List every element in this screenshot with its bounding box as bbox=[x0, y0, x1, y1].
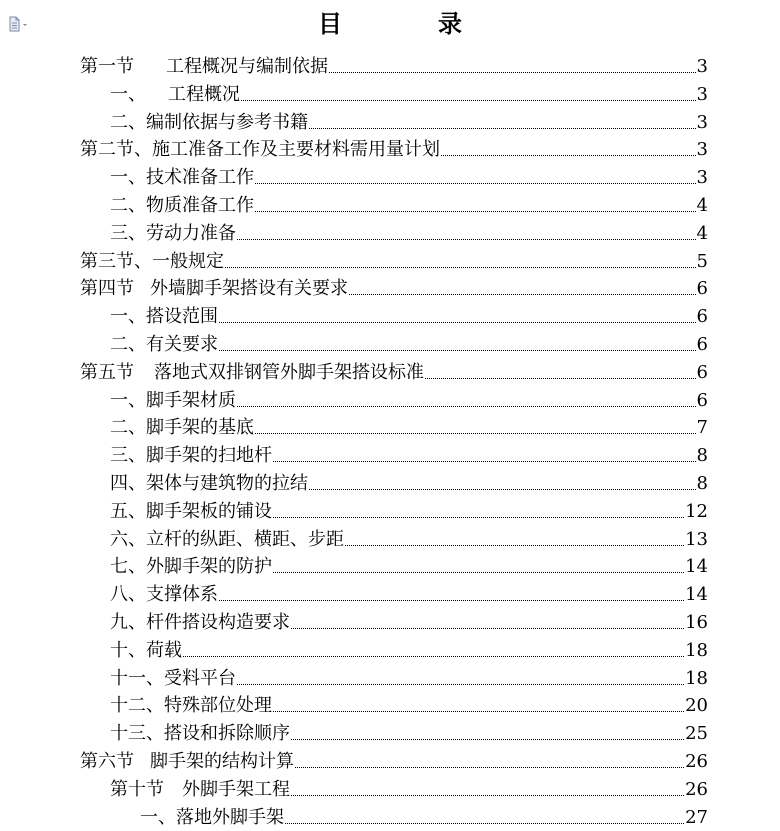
toc-entry-label bbox=[110, 388, 236, 414]
toc-entry-label-part: 十二、特殊部位处理 bbox=[110, 695, 272, 717]
toc-entry-label-part: 第一节 bbox=[80, 56, 134, 77]
toc-entry-label bbox=[80, 360, 424, 386]
toc-leader-dots bbox=[291, 739, 684, 740]
toc-entry-label bbox=[110, 193, 254, 219]
toc-leader-dots bbox=[291, 795, 684, 796]
toc-entry-label-part: 第二节、施工准备工作及主要材料需用量计划 bbox=[80, 139, 440, 161]
toc-leader-dots bbox=[219, 600, 684, 601]
toc-page-number: 25 bbox=[685, 723, 708, 745]
toc-leader-dots bbox=[425, 378, 696, 379]
toc-entry-label-part: 二、编制依据与参考书籍 bbox=[110, 111, 308, 133]
toc-entry-label bbox=[80, 54, 328, 80]
toc-leader-dots bbox=[285, 823, 684, 824]
toc-entry-label bbox=[110, 638, 182, 664]
toc-entry-label bbox=[110, 554, 272, 580]
toc-leader-dots bbox=[329, 72, 696, 73]
toc-entry-label-part: 八、支撑体系 bbox=[110, 584, 218, 606]
toc-entry[interactable] bbox=[110, 608, 708, 636]
toc-entry[interactable] bbox=[80, 52, 708, 80]
toc-entry-label-part: 一、脚手架材质 bbox=[110, 389, 236, 411]
toc-entry-label bbox=[110, 110, 308, 136]
toc-entry-label-part: 第四节 bbox=[80, 278, 134, 300]
toc-entry-label-part: 第十节 bbox=[110, 778, 164, 800]
toc-leader-dots bbox=[255, 433, 696, 434]
toc-entry[interactable] bbox=[110, 691, 708, 719]
toc-entry[interactable] bbox=[110, 775, 708, 803]
toc-entry[interactable] bbox=[140, 803, 708, 831]
toc-entry-label-part: 十三、搭设和拆除顺序 bbox=[110, 723, 290, 745]
toc-entry-label bbox=[110, 221, 236, 247]
toc-leader-dots bbox=[237, 684, 684, 685]
toc-entry[interactable] bbox=[110, 302, 708, 330]
toc-page-number: 3 bbox=[696, 167, 708, 189]
toc-entry-label-part: 一、 bbox=[110, 83, 146, 105]
toc-leader-dots bbox=[309, 489, 696, 490]
toc-entry[interactable] bbox=[110, 413, 708, 441]
toc-entry[interactable] bbox=[110, 80, 708, 108]
toc-entry[interactable] bbox=[110, 163, 708, 191]
toc-leader-dots bbox=[345, 545, 684, 546]
toc-page-number: 26 bbox=[685, 751, 708, 772]
toc-entry-label-part: 工程概况 bbox=[168, 83, 240, 105]
toc-leader-dots bbox=[219, 350, 696, 351]
toc-page-number: 26 bbox=[685, 778, 708, 800]
toc-entry-label bbox=[110, 666, 236, 692]
toc-entry[interactable] bbox=[80, 274, 708, 302]
toc-entry-label-part: 二、有关要求 bbox=[110, 334, 218, 355]
toc-entry-label-part: 二、脚手架的基底 bbox=[110, 417, 254, 439]
toc-entry-label-part: 外脚手架工程 bbox=[182, 778, 290, 800]
toc-entry-label bbox=[110, 610, 290, 636]
toc-entry[interactable] bbox=[110, 664, 708, 692]
toc-entry[interactable] bbox=[110, 441, 708, 469]
toc-entry-label bbox=[110, 165, 254, 191]
toc-entry-label-part: 七、外脚手架的防护 bbox=[110, 556, 272, 578]
toc-leader-dots bbox=[183, 656, 684, 657]
toc-entry-label-part: 三、脚手架的扫地杆 bbox=[110, 445, 272, 467]
toc-entry[interactable] bbox=[80, 247, 708, 275]
toc-entry-label bbox=[110, 415, 254, 441]
toc-entry-label-part: 一、落地外脚手架 bbox=[140, 806, 284, 828]
toc-entry-label bbox=[110, 82, 240, 108]
toc-entry-label-part: 六、立杆的纵距、横距、步距 bbox=[110, 528, 344, 550]
toc-page-number: 16 bbox=[685, 612, 708, 633]
toc-page-number: 18 bbox=[685, 639, 708, 661]
toc-page-number: 6 bbox=[696, 361, 708, 383]
toc-entry[interactable] bbox=[110, 386, 708, 414]
title-char-right: 录 bbox=[438, 9, 462, 38]
toc-leader-dots bbox=[273, 711, 684, 712]
toc-entry[interactable] bbox=[80, 135, 708, 163]
toc-page-number: 12 bbox=[685, 500, 708, 522]
toc-page-number: 8 bbox=[696, 445, 708, 467]
toc-leader-dots bbox=[291, 628, 684, 629]
toc-leader-dots bbox=[309, 128, 696, 129]
toc-leader-dots bbox=[273, 572, 684, 573]
toc-entry-label bbox=[110, 443, 272, 469]
toc-page-number: 3 bbox=[696, 56, 708, 77]
toc-entry-label bbox=[110, 582, 218, 608]
toc-page-number: 8 bbox=[696, 473, 708, 494]
toc-entry-label bbox=[80, 276, 348, 302]
toc-entry[interactable] bbox=[110, 108, 708, 136]
toc-entry-label-part: 五、脚手架板的铺设 bbox=[110, 500, 272, 522]
toc-entry-label bbox=[110, 693, 272, 719]
toc-leader-dots bbox=[441, 155, 696, 156]
toc-leader-dots bbox=[295, 767, 684, 768]
toc-entry-label bbox=[110, 527, 344, 553]
toc-entry-label-part: 落地式双排钢管外脚手架搭设标准 bbox=[154, 361, 424, 383]
toc-entry-label bbox=[110, 471, 308, 497]
toc-entry-label bbox=[80, 249, 224, 275]
toc-page-number: 6 bbox=[696, 278, 708, 300]
toc-entry-label-part: 三、劳动力准备 bbox=[110, 222, 236, 244]
toc-entry[interactable] bbox=[80, 358, 708, 386]
toc-leader-dots bbox=[273, 517, 684, 518]
toc-entry[interactable] bbox=[110, 580, 708, 608]
toc-entry[interactable] bbox=[110, 525, 708, 553]
toc-leader-dots bbox=[237, 239, 696, 240]
toc-entry[interactable] bbox=[110, 219, 708, 247]
toc-entry-label-part: 十、荷载 bbox=[110, 639, 182, 661]
toc-entry-label-part: 脚手架的结构计算 bbox=[150, 751, 294, 772]
toc-entry-label-part: 工程概况与编制依据 bbox=[166, 56, 328, 77]
toc-page-number: 14 bbox=[685, 584, 708, 606]
toc-entry-label-part: 一、技术准备工作 bbox=[110, 167, 254, 189]
toc-entry[interactable] bbox=[110, 636, 708, 664]
toc-leader-dots bbox=[241, 100, 696, 101]
toc-entry[interactable] bbox=[110, 330, 708, 358]
toc-leader-dots bbox=[219, 322, 696, 323]
toc-page-number: 13 bbox=[685, 528, 708, 550]
toc-entry[interactable] bbox=[110, 497, 708, 525]
toc-entry[interactable] bbox=[80, 747, 708, 775]
toc-page-number: 3 bbox=[696, 139, 708, 161]
toc-leader-dots bbox=[349, 294, 696, 295]
toc-page-number: 5 bbox=[696, 250, 708, 272]
toc-entry-label bbox=[140, 805, 284, 831]
toc-page-number: 18 bbox=[685, 667, 708, 689]
toc-entry[interactable] bbox=[110, 469, 708, 497]
toc-entry-label-part: 二、物质准备工作 bbox=[110, 195, 254, 216]
toc-page-number: 4 bbox=[696, 222, 708, 244]
toc-entry-label-part: 十一、受料平台 bbox=[110, 667, 236, 689]
toc-entry-label-part: 四、架体与建筑物的拉结 bbox=[110, 473, 308, 494]
toc-entry-label-part: 第三节、一般规定 bbox=[80, 250, 224, 272]
page-title bbox=[0, 8, 780, 40]
toc-entry-label bbox=[110, 304, 218, 330]
toc-page-number: 14 bbox=[685, 556, 708, 578]
toc-leader-dots bbox=[225, 267, 696, 268]
toc-entry[interactable] bbox=[110, 552, 708, 580]
toc-entry-label-part: 第六节 bbox=[80, 751, 134, 772]
toc-entry-label-part: 九、杆件搭设构造要求 bbox=[110, 612, 290, 633]
toc-entry-label bbox=[80, 137, 440, 163]
toc-page-number: 20 bbox=[685, 695, 708, 717]
toc-page-number: 3 bbox=[696, 111, 708, 133]
toc-leader-dots bbox=[237, 406, 696, 407]
toc-leader-dots bbox=[273, 461, 696, 462]
title-char-left: 目 bbox=[318, 9, 342, 38]
toc-page-number: 7 bbox=[696, 417, 708, 439]
toc-entry[interactable] bbox=[110, 191, 708, 219]
toc-entry-label-part: 外墙脚手架搭设有关要求 bbox=[150, 278, 348, 300]
toc-page-number: 3 bbox=[696, 83, 708, 105]
toc-entry-label bbox=[110, 332, 218, 358]
toc-entry-label bbox=[110, 721, 290, 747]
toc-page-number: 6 bbox=[696, 334, 708, 355]
toc-page-number: 4 bbox=[696, 195, 708, 216]
toc-entry-label bbox=[110, 499, 272, 525]
toc-entry-label bbox=[80, 749, 294, 775]
toc-page-number: 6 bbox=[696, 389, 708, 411]
toc-entry-label bbox=[110, 777, 290, 803]
toc-page-number: 27 bbox=[685, 806, 708, 828]
toc-entry-label-part: 一、搭设范围 bbox=[110, 306, 218, 328]
toc-leader-dots bbox=[255, 183, 696, 184]
toc-entry[interactable] bbox=[110, 719, 708, 747]
toc-entry-label-part: 第五节 bbox=[80, 361, 134, 383]
toc-leader-dots bbox=[255, 211, 696, 212]
toc-page-number: 6 bbox=[696, 306, 708, 328]
